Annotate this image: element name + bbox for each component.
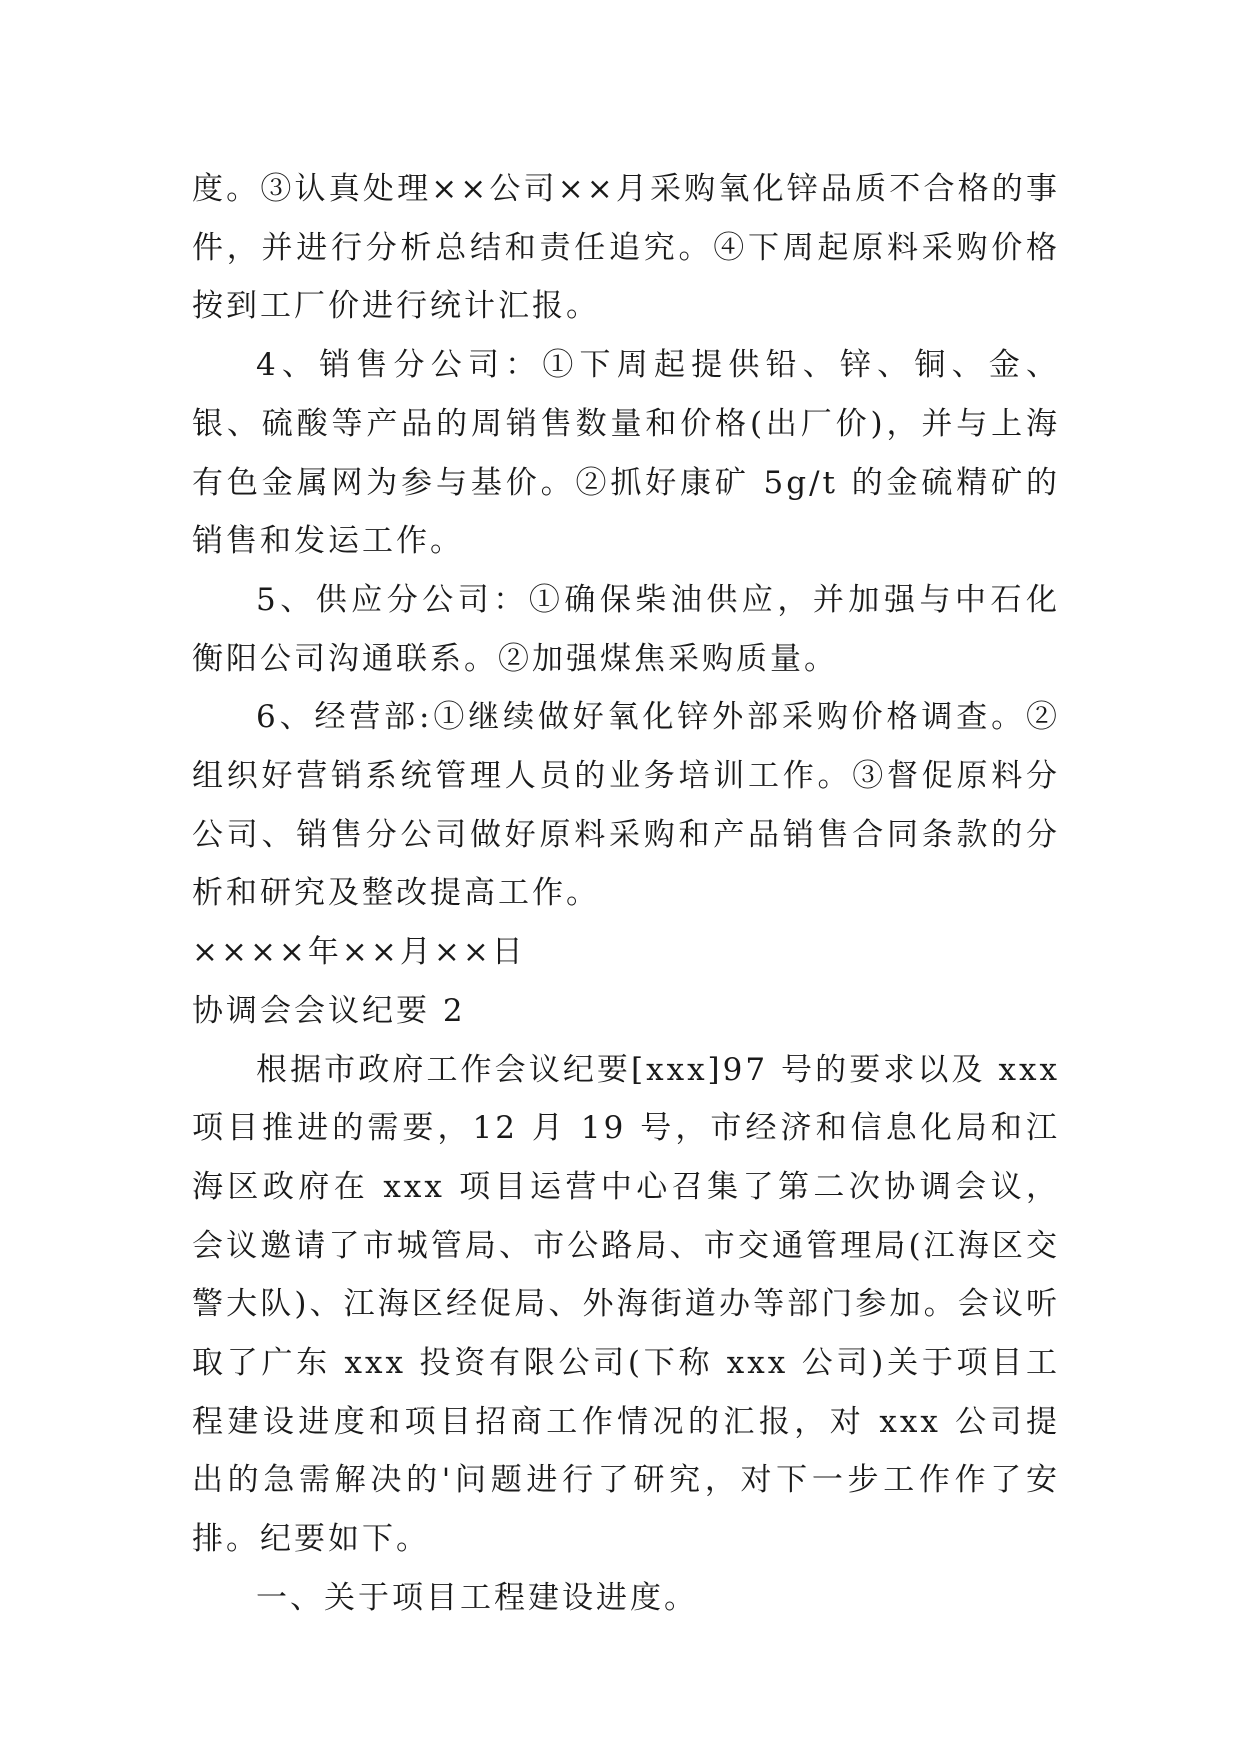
- document-date: ××××年××月××日: [192, 934, 526, 971]
- paragraph-supply-branch: 5、供应分公司：①确保柴油供应，并加强与中石化衡阳公司沟通联系。②加强煤焦采购质量。: [192, 581, 1060, 677]
- paragraph-heading-progress: 一、关于项目工程建设进度。: [256, 1579, 698, 1616]
- paragraph-meeting-intro: 根据市政府工作会议纪要[xxx]97 号的要求以及 xxx 项目推进的需要，12 月 19 号，市经济和信息化局和江海区政府在 xxx 项目运营中心召集了第二次协调会议，会议邀请了市城管局、市公路局、市交通管理局(江海区交警大队)、江海区经促局、外海街道办等部门参加。会议听取了广东 xxx 投资有限公司(下称 xxx 公司)关于项目工程建设进度和项目招商工作情况的汇报，对 xxx 公司提出的急需解决的'问题进行了研究，对下一步工作作了安排。纪要如下。: [192, 1051, 1060, 1558]
- document-body: [192, 160, 1060, 1628]
- paragraph-continued: 度。③认真处理××公司××月采购氧化锌品质不合格的事件，并进行分析总结和责任追究。④下周起原料采购价格按到工厂价进行统计汇报。: [192, 171, 1060, 325]
- paragraph-sales-branch: 4、销售分公司：①下周起提供铅、锌、铜、金、银、硫酸等产品的周销售数量和价格(出厂价)，并与上海有色金属网为参与基价。②抓好康矿 5g/t 的金硫精矿的销售和发运工作。: [192, 347, 1060, 560]
- section-title: 协调会会议纪要 2: [192, 992, 466, 1029]
- paragraph-operations-dept: 6、经营部:①继续做好氧化锌外部采购价格调查。②组织好营销系统管理人员的业务培训工作。③督促原料分公司、销售分公司做好原料采购和产品销售合同条款的分析和研究及整改提高工作。: [192, 699, 1060, 912]
